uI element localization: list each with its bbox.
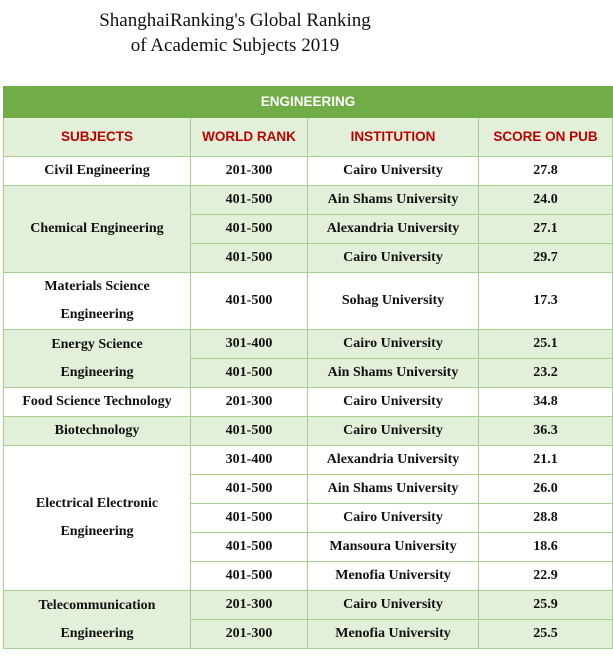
subject-label: Engineering	[60, 524, 134, 539]
score-cell: 27.8	[479, 157, 613, 186]
subject-cell	[4, 273, 191, 330]
world-rank-cell: 201-300	[191, 591, 308, 620]
institution-cell: Mansoura University	[308, 533, 479, 562]
subject-cell	[4, 330, 191, 388]
subject-label: Engineering	[60, 307, 134, 322]
subject-label: Engineering	[60, 364, 134, 380]
score-cell: 25.9	[479, 591, 613, 620]
score-cell: 25.1	[479, 330, 613, 359]
world-rank-cell: 201-300	[191, 620, 308, 649]
score-cell: 24.0	[479, 186, 613, 215]
institution-cell: Cairo University	[308, 591, 479, 620]
subject-label: Telecommunication	[38, 597, 156, 613]
title-line-2: of Academic Subjects 2019	[130, 35, 340, 56]
world-rank-cell: 401-500	[191, 475, 308, 504]
institution-cell: Cairo University	[308, 417, 479, 446]
world-rank-cell: 201-300	[191, 388, 308, 417]
subject-label: Biotechnology	[54, 423, 140, 438]
table-row	[4, 157, 613, 186]
title-line-1: ShanghaiRanking's Global Ranking	[99, 10, 371, 31]
world-rank-cell: 401-500	[191, 215, 308, 244]
subject-cell	[4, 417, 191, 446]
table-band-title: ENGINEERING	[4, 87, 613, 118]
table-band-row	[4, 87, 613, 118]
header-world-rank: WORLD RANK	[191, 118, 308, 157]
score-cell: 25.5	[479, 620, 613, 649]
subject-label: Energy Science	[51, 336, 143, 352]
world-rank-cell: 401-500	[191, 533, 308, 562]
header-institution: INSTITUTION	[308, 118, 479, 157]
world-rank-cell: 301-400	[191, 446, 308, 475]
institution-cell: Menofia University	[308, 562, 479, 591]
subject-label: Materials Science	[44, 279, 150, 294]
score-cell: 21.1	[479, 446, 613, 475]
world-rank-cell: 201-300	[191, 157, 308, 186]
subject-label: Civil Engineering	[44, 163, 150, 178]
table-row	[4, 273, 613, 330]
score-cell: 22.9	[479, 562, 613, 591]
table-row	[4, 388, 613, 417]
table-row	[4, 446, 613, 475]
table-row	[4, 591, 613, 620]
institution-cell: Cairo University	[308, 330, 479, 359]
subject-cell	[4, 591, 191, 649]
world-rank-cell: 401-500	[191, 417, 308, 446]
institution-cell: Cairo University	[308, 244, 479, 273]
subject-cell	[4, 157, 191, 186]
world-rank-cell: 401-500	[191, 244, 308, 273]
world-rank-cell: 401-500	[191, 504, 308, 533]
world-rank-cell: 401-500	[191, 359, 308, 388]
table-body	[4, 157, 613, 649]
score-cell: 36.3	[479, 417, 613, 446]
institution-cell: Ain Shams University	[308, 475, 479, 504]
subject-cell	[4, 388, 191, 417]
institution-cell: Cairo University	[308, 388, 479, 417]
score-cell: 26.0	[479, 475, 613, 504]
table-row	[4, 330, 613, 359]
subject-label: Electrical Electronic	[35, 496, 159, 511]
score-cell: 29.7	[479, 244, 613, 273]
institution-cell: Menofia University	[308, 620, 479, 649]
header-score-on-pub: SCORE ON PUB	[479, 118, 613, 157]
score-cell: 34.8	[479, 388, 613, 417]
score-cell: 18.6	[479, 533, 613, 562]
institution-cell: Alexandria University	[308, 446, 479, 475]
score-cell: 23.2	[479, 359, 613, 388]
score-cell: 17.3	[479, 273, 613, 330]
subject-label: Chemical Engineering	[30, 221, 164, 236]
world-rank-cell: 401-500	[191, 562, 308, 591]
world-rank-cell: 301-400	[191, 330, 308, 359]
subject-label: Engineering	[60, 625, 134, 641]
subject-cell	[4, 186, 191, 273]
score-cell: 27.1	[479, 215, 613, 244]
ranking-table	[3, 86, 613, 649]
institution-cell: Sohag University	[308, 273, 479, 330]
institution-cell: Ain Shams University	[308, 186, 479, 215]
table-row	[4, 186, 613, 215]
header-subjects: SUBJECTS	[4, 118, 191, 157]
subject-cell	[4, 446, 191, 591]
subject-label: Food Science Technology	[22, 394, 172, 409]
world-rank-cell: 401-500	[191, 186, 308, 215]
table-header-row	[4, 118, 613, 157]
document-title	[0, 8, 470, 58]
score-cell: 28.8	[479, 504, 613, 533]
institution-cell: Ain Shams University	[308, 359, 479, 388]
world-rank-cell: 401-500	[191, 273, 308, 330]
institution-cell: Cairo University	[308, 157, 479, 186]
institution-cell: Alexandria University	[308, 215, 479, 244]
institution-cell: Cairo University	[308, 504, 479, 533]
table-row	[4, 417, 613, 446]
